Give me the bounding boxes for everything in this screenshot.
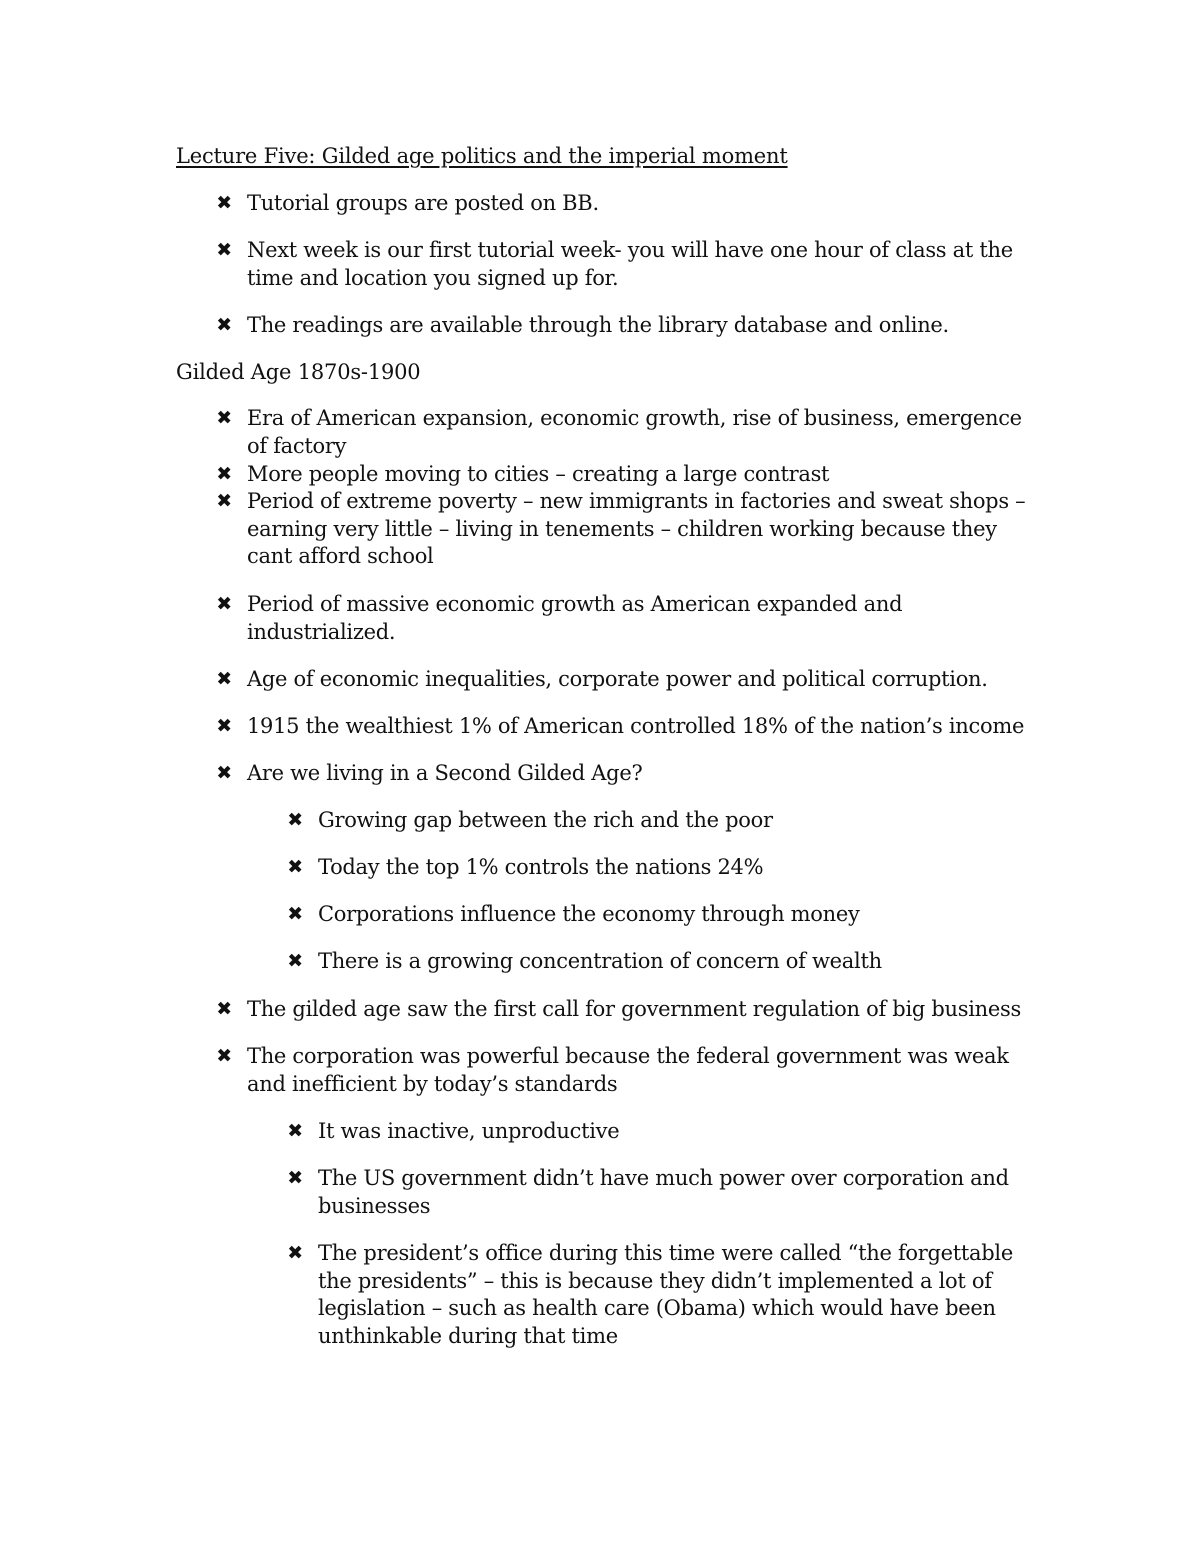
heavy-multiplication-x-icon: ✖ xyxy=(287,903,303,925)
sub-point-text: Corporations influence the economy through money xyxy=(318,902,860,926)
point-text: Period of massive economic growth as American expanded and industrialized. xyxy=(247,592,903,644)
heavy-multiplication-x-icon: ✖ xyxy=(216,407,232,429)
heavy-multiplication-x-icon: ✖ xyxy=(216,715,232,737)
point-item xyxy=(216,1043,1037,1098)
sub-point-text: There is a growing concentration of concern of wealth xyxy=(318,949,882,973)
section-title: Gilded Age 1870s-1900 xyxy=(176,360,421,384)
point-item xyxy=(216,591,1037,646)
heavy-multiplication-x-icon: ✖ xyxy=(287,809,303,831)
sub-point-text: It was inactive, unproductive xyxy=(318,1119,620,1143)
heavy-multiplication-x-icon: ✖ xyxy=(216,668,232,690)
point-item xyxy=(216,996,1037,1024)
sub-point-item xyxy=(287,807,1038,835)
point-text: The gilded age saw the first call for government regulation of big business xyxy=(247,997,1021,1021)
announcement-item xyxy=(216,237,1037,292)
point-text: Period of extreme poverty – new immigrants in factories and sweat shops – earning very little – living in tenements – children working because they cant afford school xyxy=(247,489,1026,568)
announcement-item xyxy=(216,190,1037,218)
sub-point-item xyxy=(287,948,1038,976)
heavy-multiplication-x-icon: ✖ xyxy=(216,1045,232,1067)
sub-point-item xyxy=(287,1240,1038,1350)
sub-point-item xyxy=(287,1165,1038,1220)
heavy-multiplication-x-icon: ✖ xyxy=(216,239,232,261)
sub-point-item xyxy=(287,854,1038,882)
heavy-multiplication-x-icon: ✖ xyxy=(287,950,303,972)
point-text: Age of economic inequalities, corporate power and political corruption. xyxy=(247,667,988,691)
sub-point-text: The US government didn’t have much power over corporation and businesses xyxy=(318,1166,1009,1218)
point-item xyxy=(216,488,1037,571)
point-text: Era of American expansion, economic growth, rise of business, emergence of factory xyxy=(247,406,1022,458)
heavy-multiplication-x-icon: ✖ xyxy=(287,1167,303,1189)
announcement-item xyxy=(216,312,1037,340)
heavy-multiplication-x-icon: ✖ xyxy=(216,593,232,615)
announcement-text: Tutorial groups are posted on BB. xyxy=(247,191,599,215)
point-item xyxy=(216,461,1037,489)
sub-point-item xyxy=(287,901,1038,929)
point-item xyxy=(216,713,1037,741)
heavy-multiplication-x-icon: ✖ xyxy=(216,192,232,214)
heavy-multiplication-x-icon: ✖ xyxy=(216,998,232,1020)
heavy-multiplication-x-icon: ✖ xyxy=(287,856,303,878)
announcement-text: Next week is our first tutorial week- you will have one hour of class at the time and location you signed up for. xyxy=(247,238,1013,290)
point-item xyxy=(216,405,1037,460)
heavy-multiplication-x-icon: ✖ xyxy=(287,1242,303,1264)
point-text: 1915 the wealthiest 1% of American controlled 18% of the nation’s income xyxy=(247,714,1025,738)
point-item xyxy=(216,760,1037,788)
heavy-multiplication-x-icon: ✖ xyxy=(216,463,232,485)
heavy-multiplication-x-icon: ✖ xyxy=(287,1120,303,1142)
point-text: More people moving to cities – creating a large contrast xyxy=(247,462,830,486)
sub-point-text: Today the top 1% controls the nations 24% xyxy=(318,855,764,879)
heavy-multiplication-x-icon: ✖ xyxy=(216,314,232,336)
point-text: The corporation was powerful because the federal government was weak and inefficient by today’s standards xyxy=(247,1044,1009,1096)
heavy-multiplication-x-icon: ✖ xyxy=(216,762,232,784)
heavy-multiplication-x-icon: ✖ xyxy=(216,490,232,512)
sub-point-item xyxy=(287,1118,1038,1146)
sub-point-text: The president’s office during this time were called “the forgettable the presidents” – this is because they didn’t implemented a lot of legislation – such as health care (Obama) which would have been unthinkable during that time xyxy=(318,1241,1013,1348)
announcement-text: The readings are available through the library database and online. xyxy=(247,313,949,337)
sub-point-text: Growing gap between the rich and the poor xyxy=(318,808,773,832)
point-item xyxy=(216,666,1037,694)
lecture-title: Lecture Five: Gilded age politics and the imperial moment xyxy=(176,144,788,168)
point-text: Are we living in a Second Gilded Age? xyxy=(247,761,643,785)
